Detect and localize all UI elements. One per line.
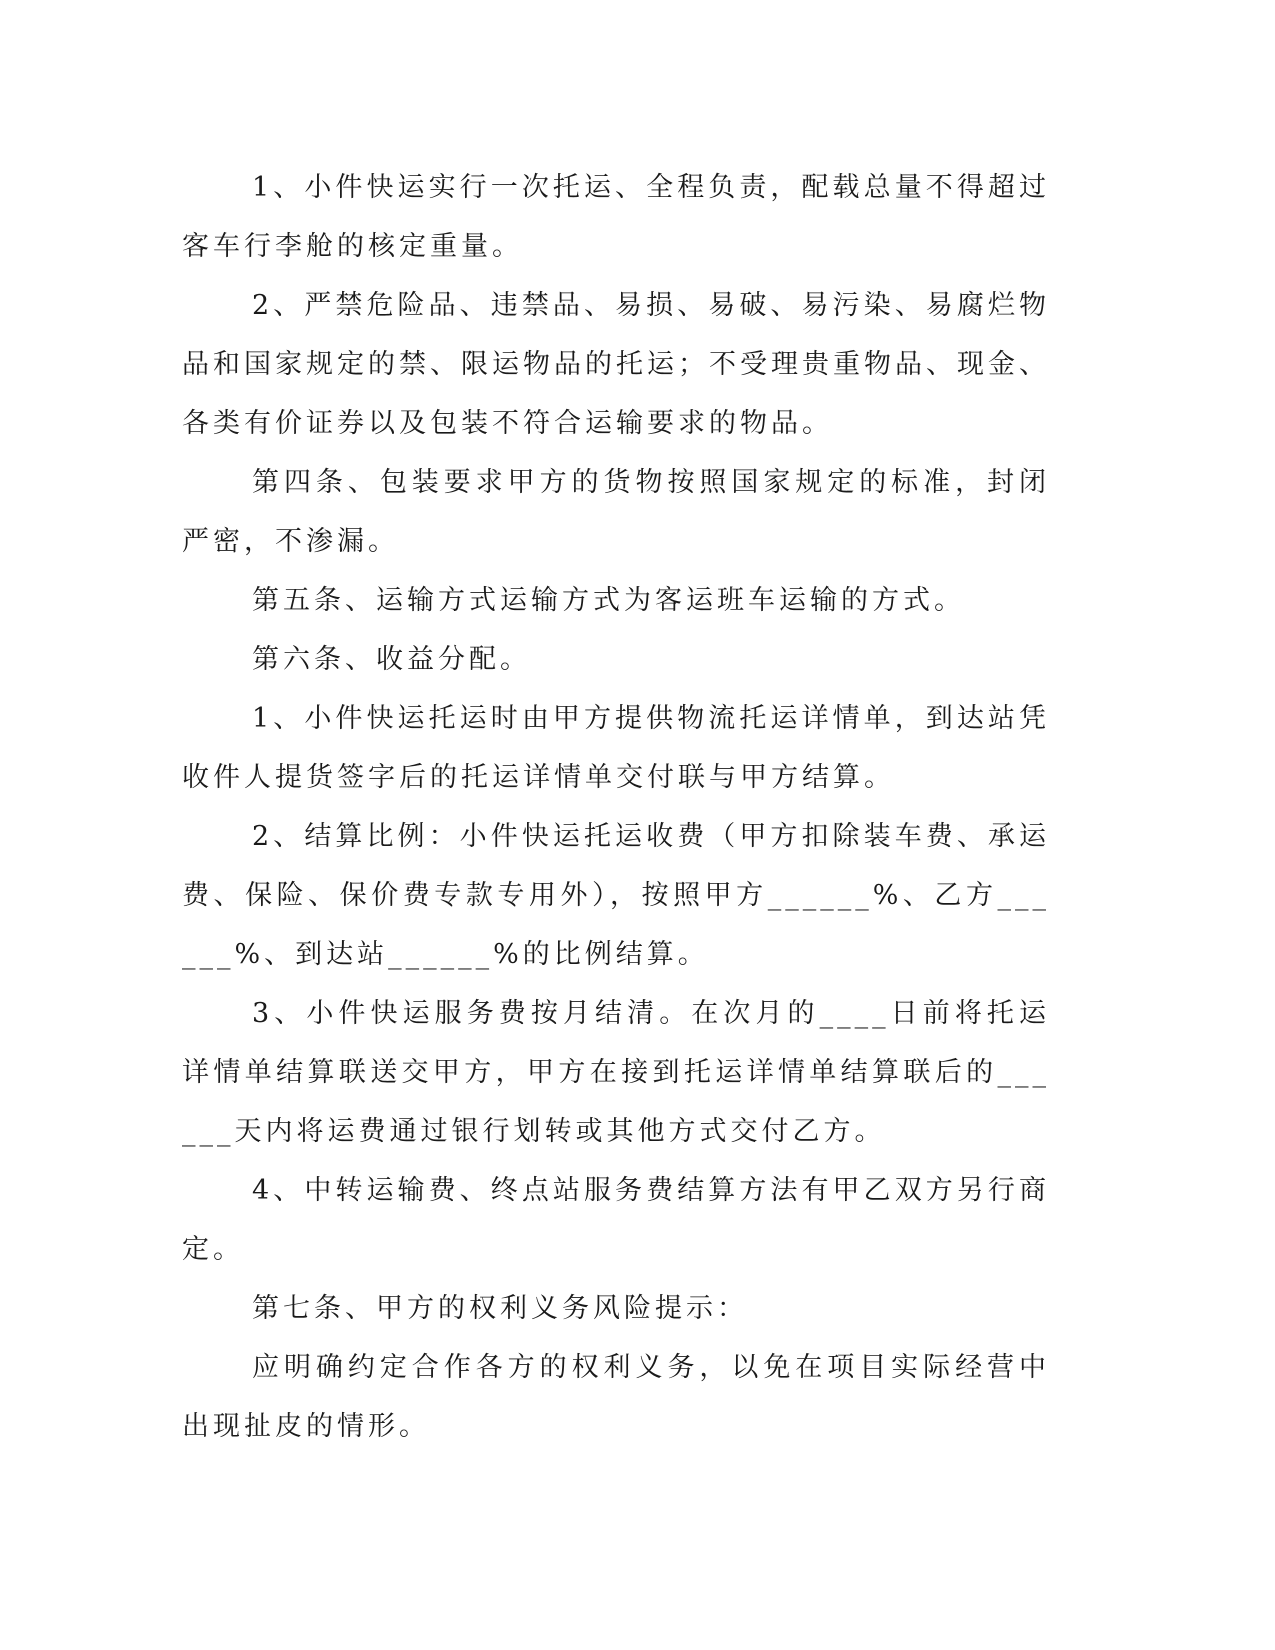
paragraph-article-5: 第五条、运输方式运输方式为客运班车运输的方式。 (252, 585, 965, 616)
document-body (182, 158, 1050, 1456)
paragraph-article-6-item-2: 2、结算比例：小件快运托运收费（甲方扣除装车费、承运费、保险、保价费专款专用外），按照甲方______%、乙方______%、到达站______%的比例结算。 (182, 821, 1050, 970)
paragraph-article-7: 第七条、甲方的权利义务风险提示： (252, 1293, 748, 1324)
paragraph-clause-1: 1、小件快运实行一次托运、全程负责，配载总量不得超过客车行李舱的核定重量。 (182, 172, 1050, 262)
paragraph-risk-note: 应明确约定合作各方的权利义务，以免在项目实际经营中出现扯皮的情形。 (182, 1352, 1050, 1442)
paragraph-article-4: 第四条、包装要求甲方的货物按照国家规定的标准，封闭严密，不渗漏。 (182, 467, 1050, 557)
paragraph-article-6-item-3: 3、小件快运服务费按月结清。在次月的____日前将托运详情单结算联送交甲方，甲方在接到托运详情单结算联后的______天内将运费通过银行划转或其他方式交付乙方。 (182, 998, 1050, 1147)
paragraph-article-6-item-1: 1、小件快运托运时由甲方提供物流托运详情单，到达站凭收件人提货签字后的托运详情单交付联与甲方结算。 (182, 703, 1050, 793)
paragraph-article-6-item-4: 4、中转运输费、终点站服务费结算方法有甲乙双方另行商定。 (182, 1175, 1050, 1265)
paragraph-clause-2: 2、严禁危险品、违禁品、易损、易破、易污染、易腐烂物品和国家规定的禁、限运物品的托运；不受理贵重物品、现金、各类有价证券以及包装不符合运输要求的物品。 (182, 290, 1050, 439)
paragraph-article-6: 第六条、收益分配。 (252, 644, 531, 675)
